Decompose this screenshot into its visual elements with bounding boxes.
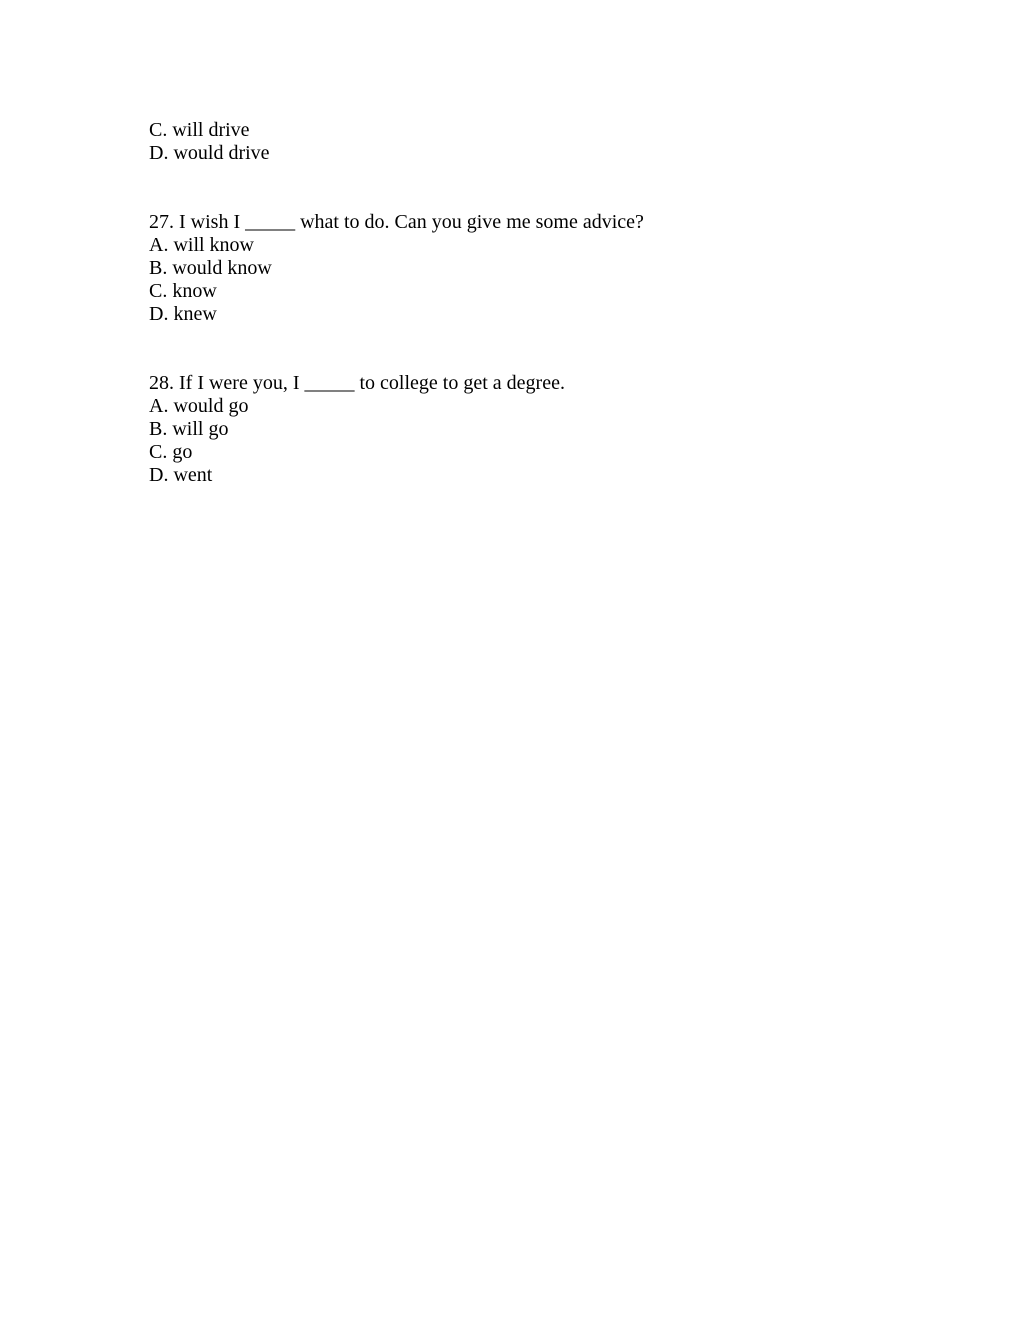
quiz-text-block bbox=[0, 0, 1020, 487]
question-27-option-d: D. knew bbox=[149, 303, 217, 325]
question-28-option-d: D. went bbox=[149, 464, 213, 486]
paragraph-gap bbox=[149, 326, 980, 372]
question-28-option-c: C. go bbox=[149, 441, 193, 463]
question-27 bbox=[149, 211, 980, 326]
question-28-option-b: B. will go bbox=[149, 418, 229, 440]
question-27-option-c: C. know bbox=[149, 280, 217, 302]
paragraph-gap bbox=[149, 165, 980, 211]
question-28-prompt: 28. If I were you, I _____ to college to get a degree. bbox=[149, 372, 565, 394]
carryover-option-c: C. will drive bbox=[149, 119, 250, 141]
question-27-prompt: 27. I wish I _____ what to do. Can you give me some advice? bbox=[149, 211, 644, 233]
question-27-option-b: B. would know bbox=[149, 257, 272, 279]
question-28 bbox=[149, 372, 980, 487]
question-27-option-a: A. will know bbox=[149, 234, 254, 256]
carryover-option-d: D. would drive bbox=[149, 142, 270, 164]
question-28-option-a: A. would go bbox=[149, 395, 249, 417]
